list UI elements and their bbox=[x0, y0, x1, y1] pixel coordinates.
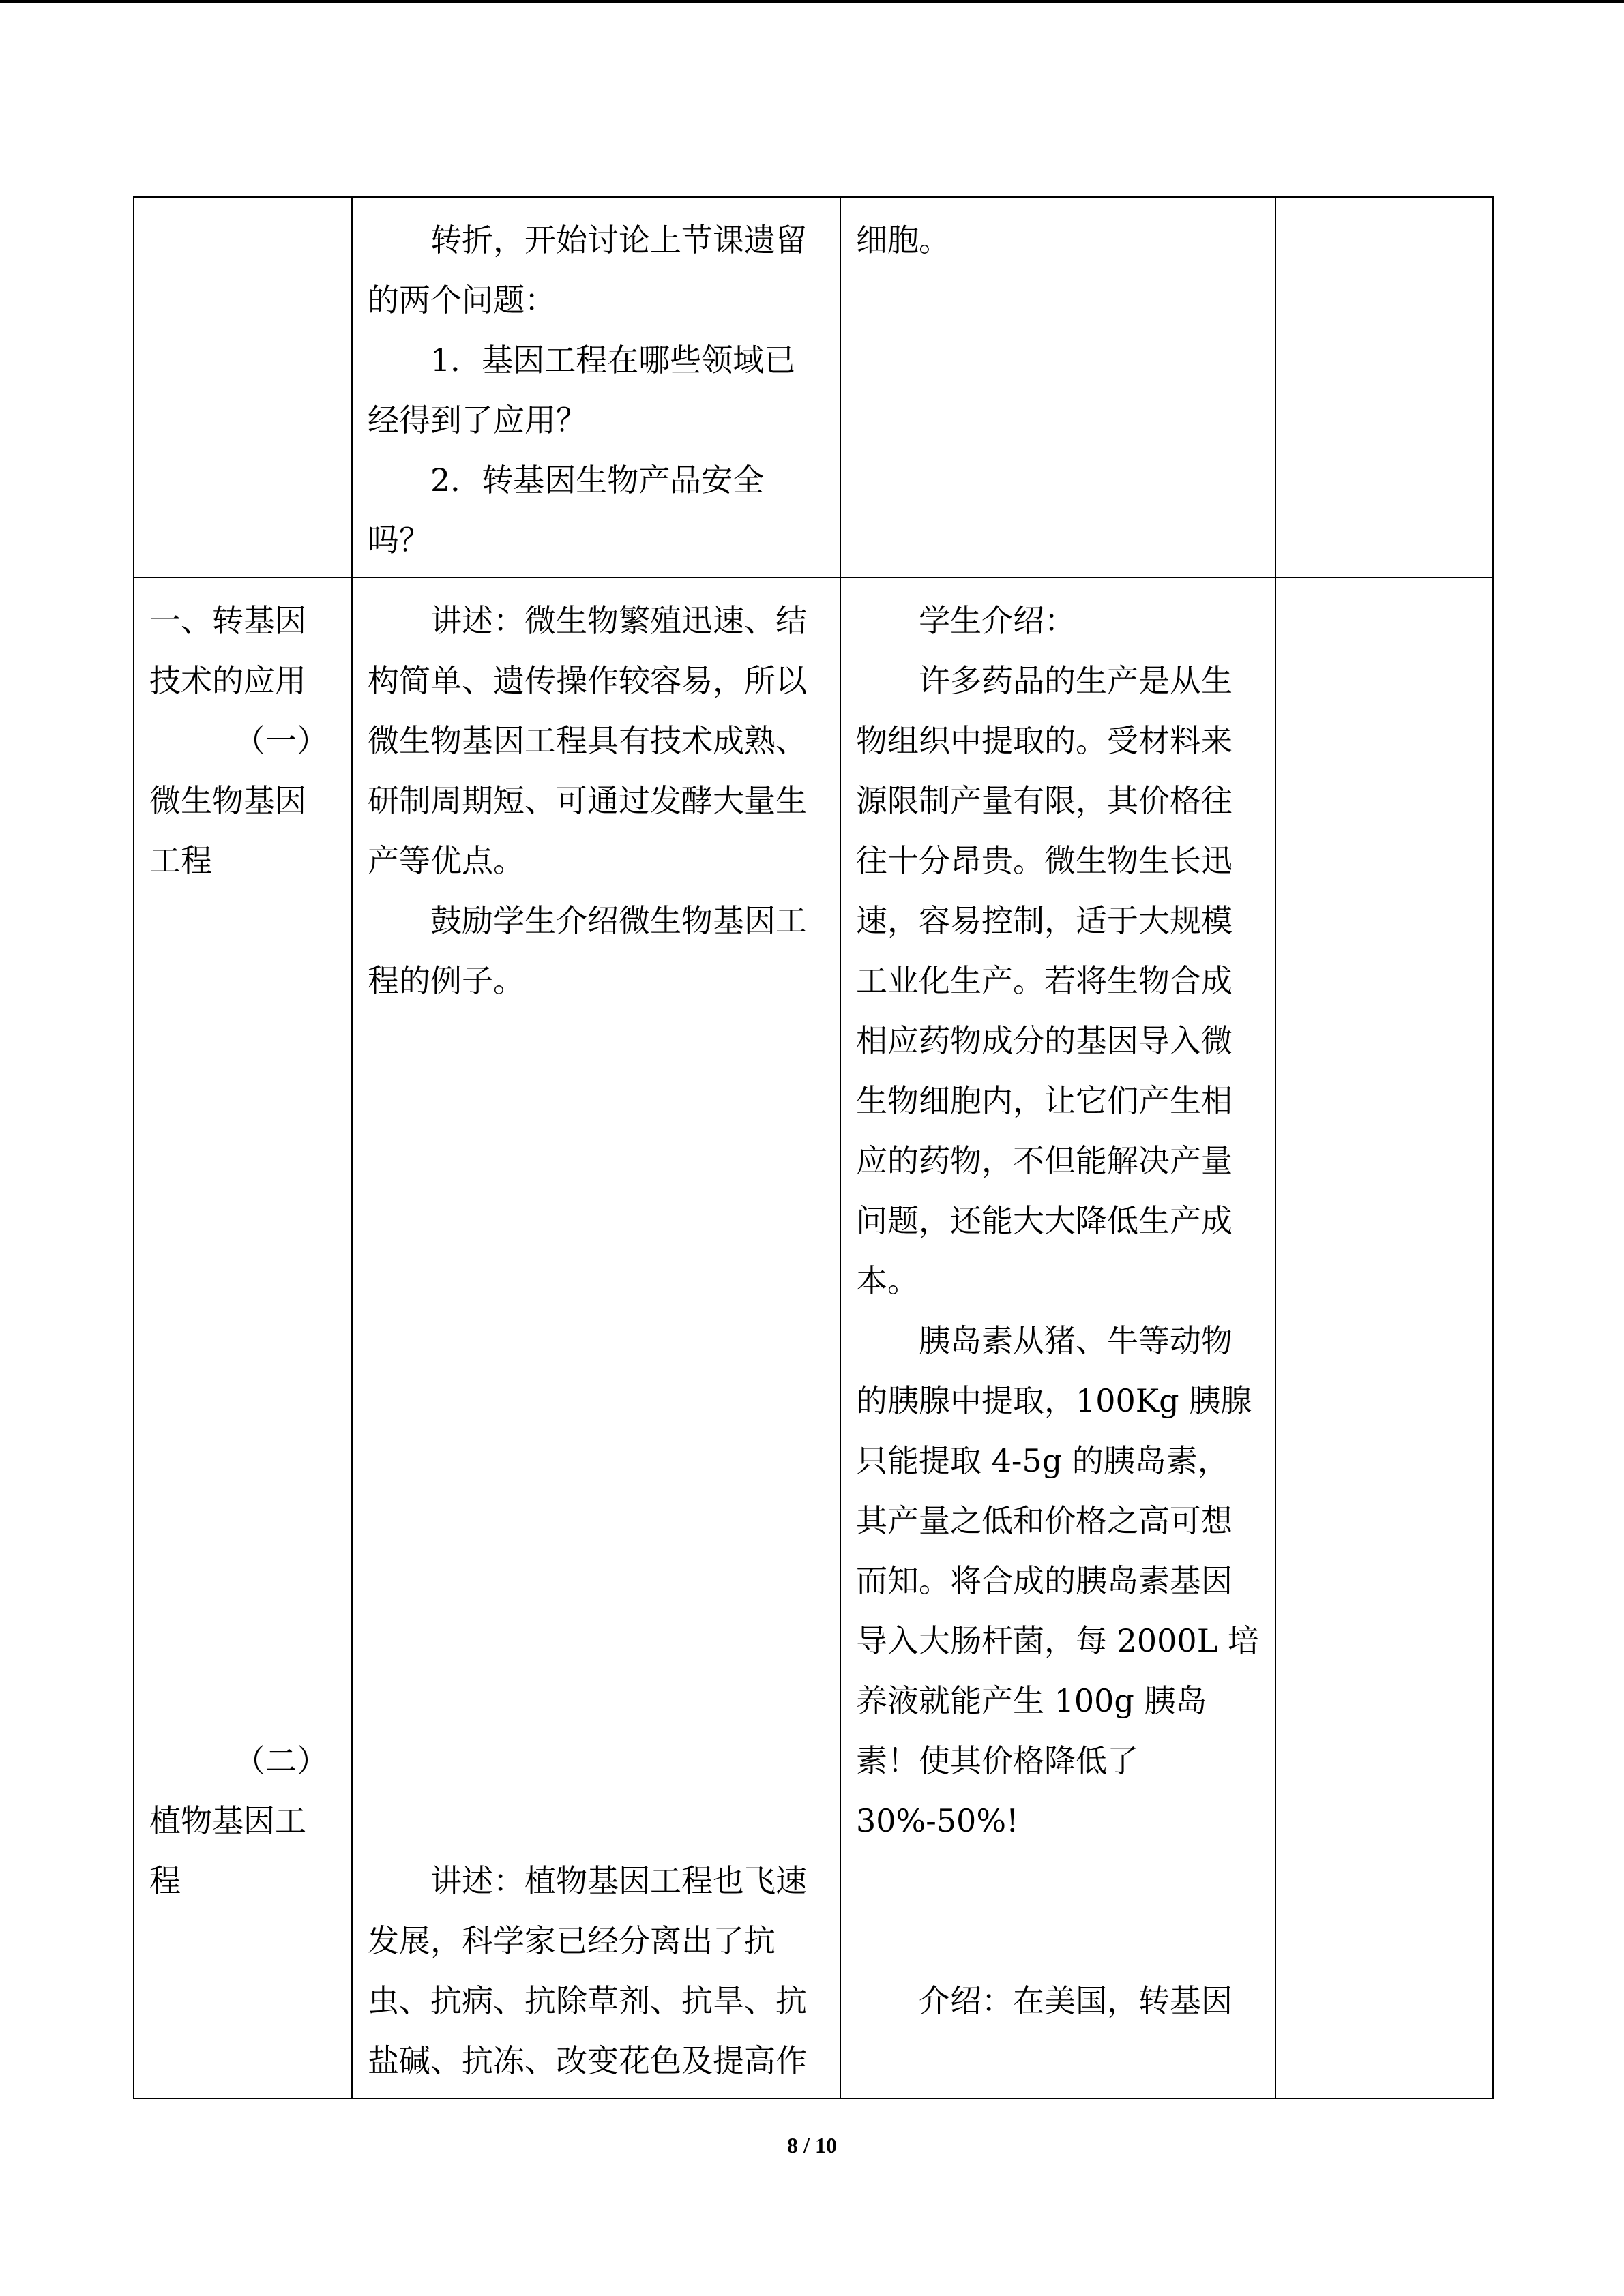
paragraph: 学生介绍： bbox=[919, 602, 1076, 639]
notes-cell bbox=[1275, 197, 1493, 578]
section-heading: 一、转基因技术的应用 bbox=[149, 602, 306, 699]
table-row bbox=[134, 197, 1493, 578]
paragraph: 1．基因工程在哪些领域已经得到了应用？ bbox=[368, 342, 796, 438]
paragraph: 转折，开始讨论上节课遗留的两个问题： bbox=[368, 222, 807, 318]
paragraph: 2．转基因生物产品安全吗？ bbox=[368, 462, 765, 558]
page-top-border bbox=[0, 0, 1624, 3]
spacer bbox=[149, 891, 336, 1731]
topic-cell bbox=[134, 197, 352, 578]
teacher-activity-cell bbox=[352, 197, 840, 578]
paragraph: 许多药品的生产是从生物组织中提取的。受材料来源限制产量有限，其价格往往十分昂贵。微生物生长迅速，容易控制，适于大规模工业化生产。若将生物合成相应药物成分的基因导入微生物细胞内，让它们产生相应的药物，不但能解决产量问题，还能大大降低生产成本。 bbox=[856, 662, 1232, 1299]
subsection-heading: 植物基因工程 bbox=[149, 1802, 306, 1899]
spacer bbox=[856, 1851, 1260, 1971]
teacher-activity-cell bbox=[352, 578, 840, 2098]
subsection-heading: 微生物基因工程 bbox=[149, 782, 306, 879]
table-row bbox=[134, 578, 1493, 2098]
notes-cell bbox=[1275, 578, 1493, 2098]
paragraph: 细胞。 bbox=[856, 222, 950, 258]
paragraph: 鼓励学生介绍微生物基因工程的例子。 bbox=[368, 902, 807, 999]
student-activity-cell bbox=[840, 197, 1275, 578]
paragraph: 介绍：在美国，转基因 bbox=[919, 1982, 1232, 2019]
paragraph: 胰岛素从猪、牛等动物的胰腺中提取，100Kg 胰腺只能提取 4-5g 的胰岛素，其产量之低和价格之高可想而知。将合成的胰岛素基因导入大肠杆菌，每 2000L 培养液就能产生 100g 胰岛素！使其价格降低了 30%-50%! bbox=[856, 1322, 1259, 1839]
paragraph: 讲述：微生物繁殖迅速、结构简单、遗传操作较容易，所以微生物基因工程具有技术成熟、研制周期短、可通过发酵大量生产等优点。 bbox=[368, 602, 807, 879]
lesson-plan-table bbox=[133, 196, 1494, 2099]
spacer bbox=[368, 1011, 825, 1851]
page-number: 8 / 10 bbox=[787, 2133, 837, 2158]
student-activity-cell bbox=[840, 578, 1275, 2098]
subsection-number: （一） bbox=[234, 722, 328, 759]
topic-cell bbox=[134, 578, 352, 2098]
subsection-number: （二） bbox=[234, 1742, 328, 1779]
paragraph: 讲述：植物基因工程也飞速发展，科学家已经分离出了抗虫、抗病、抗除草剂、抗旱、抗盐碱、抗冻、改变花色及提高作 bbox=[368, 1862, 807, 2079]
